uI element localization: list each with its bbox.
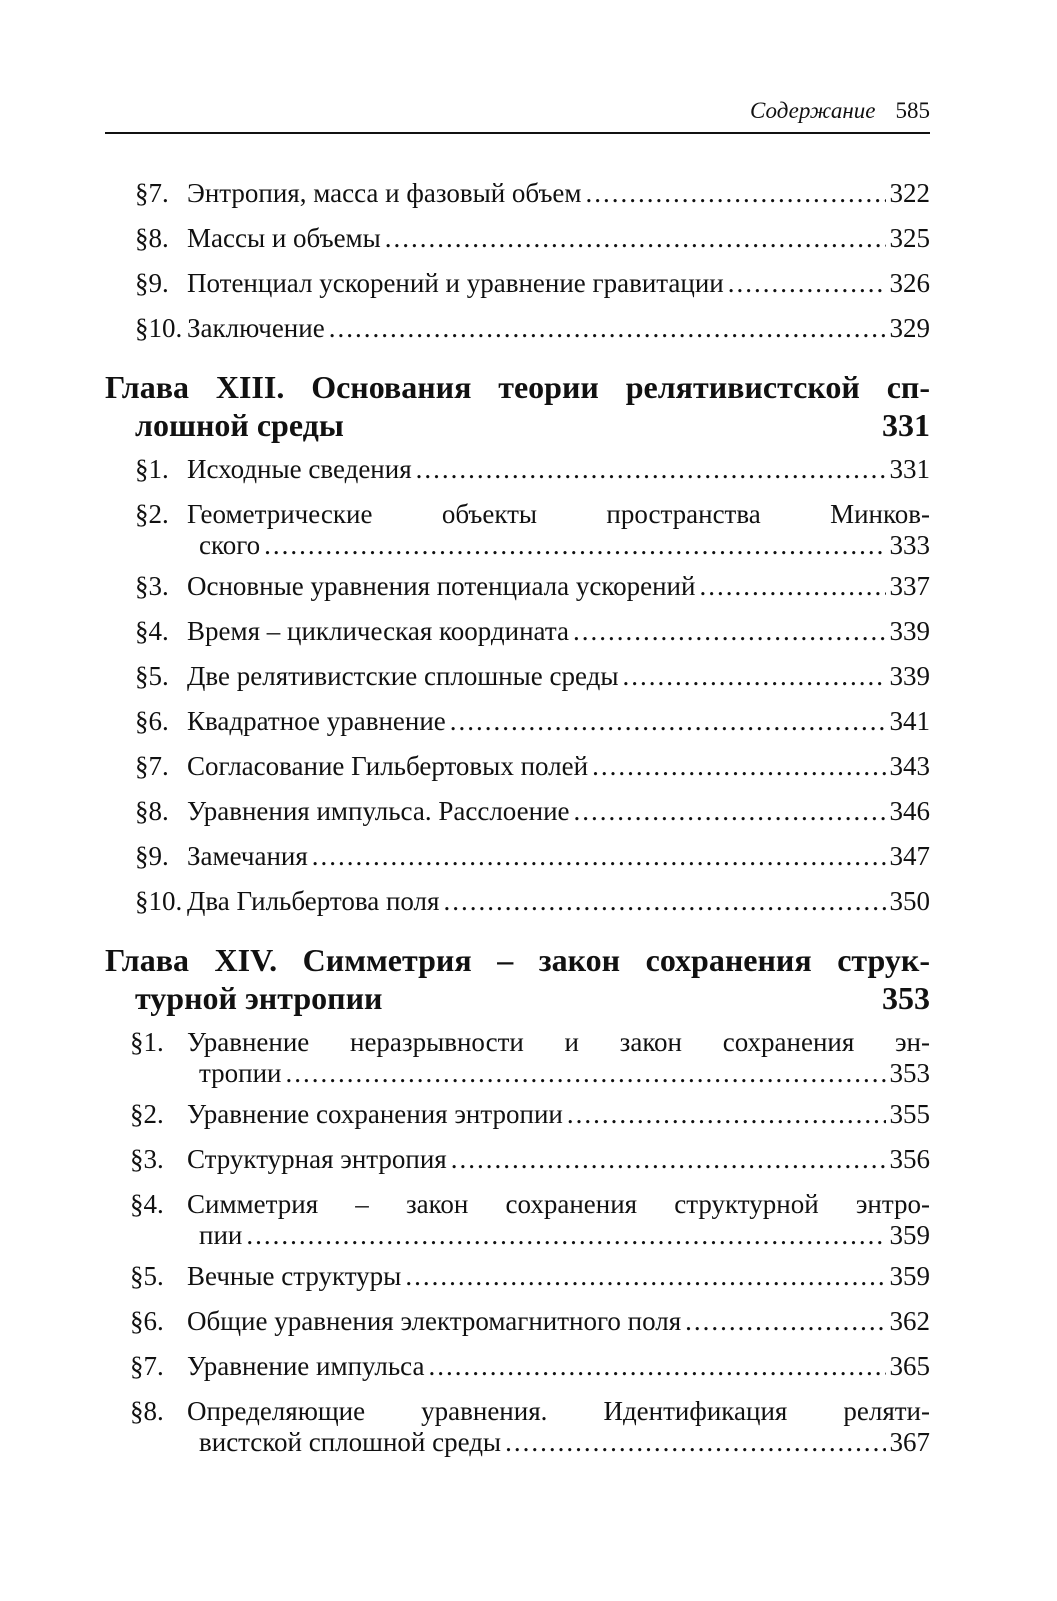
entry-body (187, 313, 930, 344)
dot-leader (312, 841, 886, 872)
leader-line (187, 1058, 930, 1089)
section-page: 331 (889, 454, 930, 484)
chapter-title-line2-row (105, 406, 930, 444)
leader-line (187, 313, 930, 344)
toc-entry[interactable] (105, 268, 930, 299)
dot-leader (573, 616, 886, 647)
entry-body (187, 499, 930, 561)
dot-leader (592, 751, 885, 782)
chapter-page: 331 (882, 407, 930, 443)
section-number: §7. (135, 751, 169, 781)
entry-body (187, 1144, 930, 1175)
section-page: 333 (889, 530, 930, 560)
section-title: Время – циклическая координата (187, 616, 569, 646)
section-page: 346 (889, 796, 930, 826)
section-number: §9. (135, 268, 169, 298)
section-number: §8. (135, 223, 169, 253)
toc-entry[interactable] (105, 1189, 930, 1251)
chapter-heading (105, 941, 930, 1017)
dot-leader (246, 1220, 885, 1251)
section-title: Массы и объемы (187, 223, 381, 253)
dot-leader (586, 178, 886, 209)
section-title-line1: Геометрические объекты пространства Минков- (187, 499, 930, 529)
section-number: §2. (130, 1099, 164, 1129)
section-number: §7. (135, 178, 169, 208)
chapter-title-line2-row (105, 979, 930, 1017)
section-title: Общие уравнения электромагнитного поля (187, 1306, 682, 1336)
toc-entry[interactable] (105, 499, 930, 561)
section-page: 365 (889, 1351, 930, 1381)
toc-entry[interactable] (105, 1027, 930, 1089)
table-of-contents (105, 178, 930, 1468)
dot-leader (574, 796, 886, 827)
leader-line (187, 1099, 930, 1130)
leader-line (187, 1351, 930, 1382)
section-title: Квадратное уравнение (187, 706, 446, 736)
section-title: пии (199, 1220, 243, 1250)
section-page: 339 (889, 616, 930, 646)
toc-entry[interactable] (105, 1261, 930, 1292)
toc-entry[interactable] (105, 616, 930, 647)
leader-line (187, 796, 930, 827)
entry-body (187, 706, 930, 737)
entry-body (187, 616, 930, 647)
section-title: Уравнение сохранения энтропии (187, 1099, 563, 1129)
section-title: Потенциал ускорений и уравнение гравитации (187, 268, 724, 298)
section-number: §1. (135, 454, 169, 484)
section-page: 339 (889, 661, 930, 691)
section-title: Замечания (187, 841, 308, 871)
chapter-page: 353 (882, 980, 930, 1016)
leader-line (187, 1427, 930, 1458)
toc-entry[interactable] (105, 1396, 930, 1458)
entry-body (187, 1306, 930, 1337)
toc-entry[interactable] (105, 841, 930, 872)
section-number: §4. (135, 616, 169, 646)
section-title: Заключение (187, 313, 325, 343)
dot-leader (699, 571, 885, 602)
page-number: 585 (895, 98, 930, 123)
entry-body (187, 1351, 930, 1382)
leader-line (187, 1144, 930, 1175)
toc-entry[interactable] (105, 886, 930, 917)
leader-line (187, 886, 930, 917)
entry-body (187, 886, 930, 917)
section-number: §2. (135, 499, 169, 529)
dot-leader (505, 1427, 885, 1458)
section-title: тропии (199, 1058, 282, 1088)
leader-line (187, 1306, 930, 1337)
section-title: Уравнение импульса (187, 1351, 425, 1381)
entry-body (187, 1099, 930, 1130)
leader-line (187, 178, 930, 209)
chapter-title-line2: турной энтропии (135, 980, 383, 1016)
header-rule (105, 132, 930, 134)
section-page: 362 (889, 1306, 930, 1336)
toc-entry[interactable] (105, 1351, 930, 1382)
section-title-line1: Симметрия – закон сохранения структурной энтро- (187, 1189, 930, 1219)
dot-leader (385, 223, 886, 254)
section-number: §8. (135, 796, 169, 826)
toc-entry[interactable] (105, 1306, 930, 1337)
section-page: 356 (889, 1144, 930, 1174)
leader-line (187, 530, 930, 561)
section-page: 359 (889, 1220, 930, 1250)
toc-entry[interactable] (105, 178, 930, 209)
entry-body (187, 454, 930, 485)
section-title: Исходные сведения (187, 454, 412, 484)
section-title: Два Гильбертова поля (187, 886, 440, 916)
dot-leader (416, 454, 886, 485)
section-number: §4. (130, 1189, 164, 1219)
dot-leader (622, 661, 885, 692)
entry-body (187, 178, 930, 209)
section-page: 329 (889, 313, 930, 343)
section-number: §6. (130, 1306, 164, 1336)
section-page: 367 (889, 1427, 930, 1457)
leader-line (187, 571, 930, 602)
leader-line (187, 1261, 930, 1292)
section-title: Структурная энтропия (187, 1144, 447, 1174)
section-title: вистской сплошной среды (199, 1427, 502, 1457)
chapter-heading (105, 368, 930, 444)
section-page: 353 (889, 1058, 930, 1088)
section-title-line1: Определяющие уравнения. Идентификация реляти- (187, 1396, 930, 1426)
leader-line (187, 454, 930, 485)
toc-entry[interactable] (105, 796, 930, 827)
entry-body (187, 796, 930, 827)
dot-leader (285, 1058, 885, 1089)
leader-line (187, 616, 930, 647)
section-title: Вечные структуры (187, 1261, 402, 1291)
section-page: 350 (889, 886, 930, 916)
section-title: Энтропия, масса и фазовый объем (187, 178, 582, 208)
dot-leader (405, 1261, 885, 1292)
chapter-title-line1: Глава XIII. Основания теории релятивистской сп- (105, 369, 930, 405)
dot-leader (428, 1351, 885, 1382)
entry-body (187, 1261, 930, 1292)
section-page: 355 (889, 1099, 930, 1129)
section-number: §5. (130, 1261, 164, 1291)
leader-line (187, 268, 930, 299)
section-title: Основные уравнения потенциала ускорений (187, 571, 696, 601)
entry-body (187, 751, 930, 782)
entry-body (187, 1027, 930, 1089)
dot-leader (685, 1306, 885, 1337)
section-page: 347 (889, 841, 930, 871)
chapter-title-line1: Глава XIV. Симметрия – закон сохранения струк- (105, 942, 930, 978)
section-page: 326 (889, 268, 930, 298)
section-title: Уравнения импульса. Расслоение (187, 796, 570, 826)
section-page: 343 (889, 751, 930, 781)
leader-line (187, 841, 930, 872)
section-page: 322 (889, 178, 930, 208)
section-number: §1. (130, 1027, 164, 1057)
section-title-line1: Уравнение неразрывности и закон сохранения эн- (187, 1027, 930, 1057)
entry-body (187, 223, 930, 254)
toc-entry[interactable] (105, 313, 930, 344)
toc-entry[interactable] (105, 454, 930, 485)
section-title: Две релятивистские сплошные среды (187, 661, 619, 691)
toc-entry[interactable] (105, 751, 930, 782)
toc-entry[interactable] (105, 706, 930, 737)
dot-leader (451, 1144, 886, 1175)
chapter-title-line2: лошной среды (135, 407, 344, 443)
dot-leader (567, 1099, 886, 1130)
leader-line (187, 661, 930, 692)
leader-line (187, 1220, 930, 1251)
dot-leader (329, 313, 886, 344)
leader-line (187, 751, 930, 782)
section-page: 359 (889, 1261, 930, 1291)
entry-body (187, 661, 930, 692)
toc-entry[interactable] (105, 223, 930, 254)
dot-leader (443, 886, 885, 917)
toc-entry[interactable] (105, 571, 930, 602)
entry-body (187, 841, 930, 872)
section-title: Согласование Гильбертовых полей (187, 751, 589, 781)
section-page: 341 (889, 706, 930, 736)
entry-body (187, 571, 930, 602)
section-number: §6. (135, 706, 169, 736)
toc-entry[interactable] (105, 1144, 930, 1175)
section-number: §7. (130, 1351, 164, 1381)
entry-body (187, 1189, 930, 1251)
toc-entry[interactable] (105, 661, 930, 692)
section-number: §9. (135, 841, 169, 871)
dot-leader (264, 530, 885, 561)
section-number: §8. (130, 1396, 164, 1426)
toc-entry[interactable] (105, 1099, 930, 1130)
dot-leader (450, 706, 886, 737)
section-number: §10. (135, 313, 183, 343)
entry-body (187, 268, 930, 299)
section-page: 337 (889, 571, 930, 601)
section-number: §3. (135, 571, 169, 601)
running-head (105, 98, 930, 130)
section-number: §3. (130, 1144, 164, 1174)
leader-line (187, 223, 930, 254)
section-number: §5. (135, 661, 169, 691)
section-page: 325 (889, 223, 930, 253)
section-number: §10. (135, 886, 183, 916)
running-title: Содержание (750, 98, 876, 123)
section-title: ского (199, 530, 261, 560)
leader-line (187, 706, 930, 737)
entry-body (187, 1396, 930, 1458)
dot-leader (728, 268, 886, 299)
